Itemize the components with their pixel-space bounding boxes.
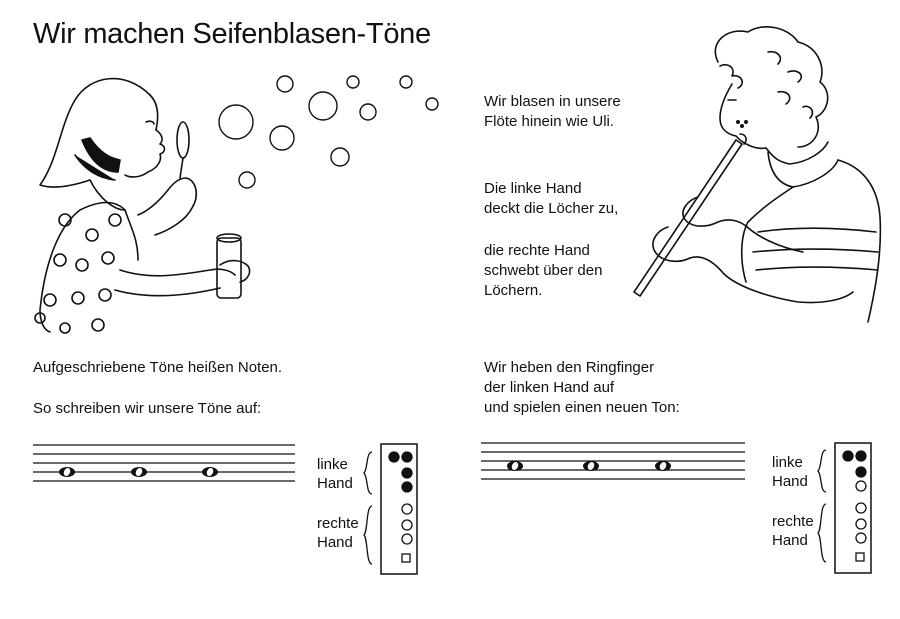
left-hand-label: linke (317, 456, 348, 473)
left-text-line-2: So schreiben wir unsere Töne auf: (33, 400, 262, 417)
left-text-line-1: Aufgeschriebene Töne heißen Noten. (33, 359, 283, 376)
open-hole (856, 553, 864, 561)
right-text-line-7: Löchern. (484, 282, 543, 299)
left-hand-label: linke (772, 454, 803, 471)
right-text-line-5: die rechte Hand (484, 242, 590, 259)
right-bottom-line-3: und spielen einen neuen Ton: (484, 399, 680, 416)
note (131, 467, 147, 477)
left-hand-label-2: Hand (772, 473, 808, 490)
note (655, 461, 671, 471)
open-hole (402, 554, 410, 562)
note (583, 461, 599, 471)
music-staff-right (481, 442, 745, 484)
open-hole (402, 520, 412, 530)
closed-hole (389, 452, 399, 462)
brace-left-upper (362, 451, 374, 495)
closed-hole (856, 451, 866, 461)
open-hole (856, 533, 866, 543)
right-text-line-1: Wir blasen in unsere (484, 93, 621, 110)
brace-right-lower (816, 503, 828, 563)
open-hole (856, 481, 866, 491)
right-bottom-line-1: Wir heben den Ringfinger (484, 359, 655, 376)
closed-hole (856, 467, 866, 477)
open-hole (856, 503, 866, 513)
open-hole (402, 504, 412, 514)
right-hand-label: rechte (772, 513, 814, 530)
closed-hole (402, 468, 412, 478)
left-hand-label-2: Hand (317, 475, 353, 492)
music-staff-left (33, 444, 295, 486)
right-text-line-6: schwebt über den (484, 262, 603, 279)
right-hand-label-2: Hand (772, 532, 808, 549)
note (202, 467, 218, 477)
brace-right-upper (816, 449, 828, 493)
brace-left-lower (362, 505, 374, 565)
boy-flute-illustration (628, 22, 888, 322)
right-bottom-line-2: der linken Hand auf (484, 379, 615, 396)
closed-hole (402, 482, 412, 492)
right-text-line-2: Flöte hinein wie Uli. (484, 113, 615, 130)
note (507, 461, 523, 471)
page-title: Wir machen Seifenblasen-Töne (33, 18, 431, 50)
closed-hole (843, 451, 853, 461)
closed-hole (402, 452, 412, 462)
note (59, 467, 75, 477)
right-hand-label: rechte (317, 515, 359, 532)
right-text-line-3: Die linke Hand (484, 180, 582, 197)
right-text-line-4: deckt die Löcher zu, (484, 200, 619, 217)
open-hole (402, 534, 412, 544)
right-hand-label-2: Hand (317, 534, 353, 551)
girl-bubbles-illustration (20, 60, 460, 340)
fingering-chart-right (834, 442, 872, 574)
open-hole (856, 519, 866, 529)
fingering-chart-left (380, 443, 418, 575)
